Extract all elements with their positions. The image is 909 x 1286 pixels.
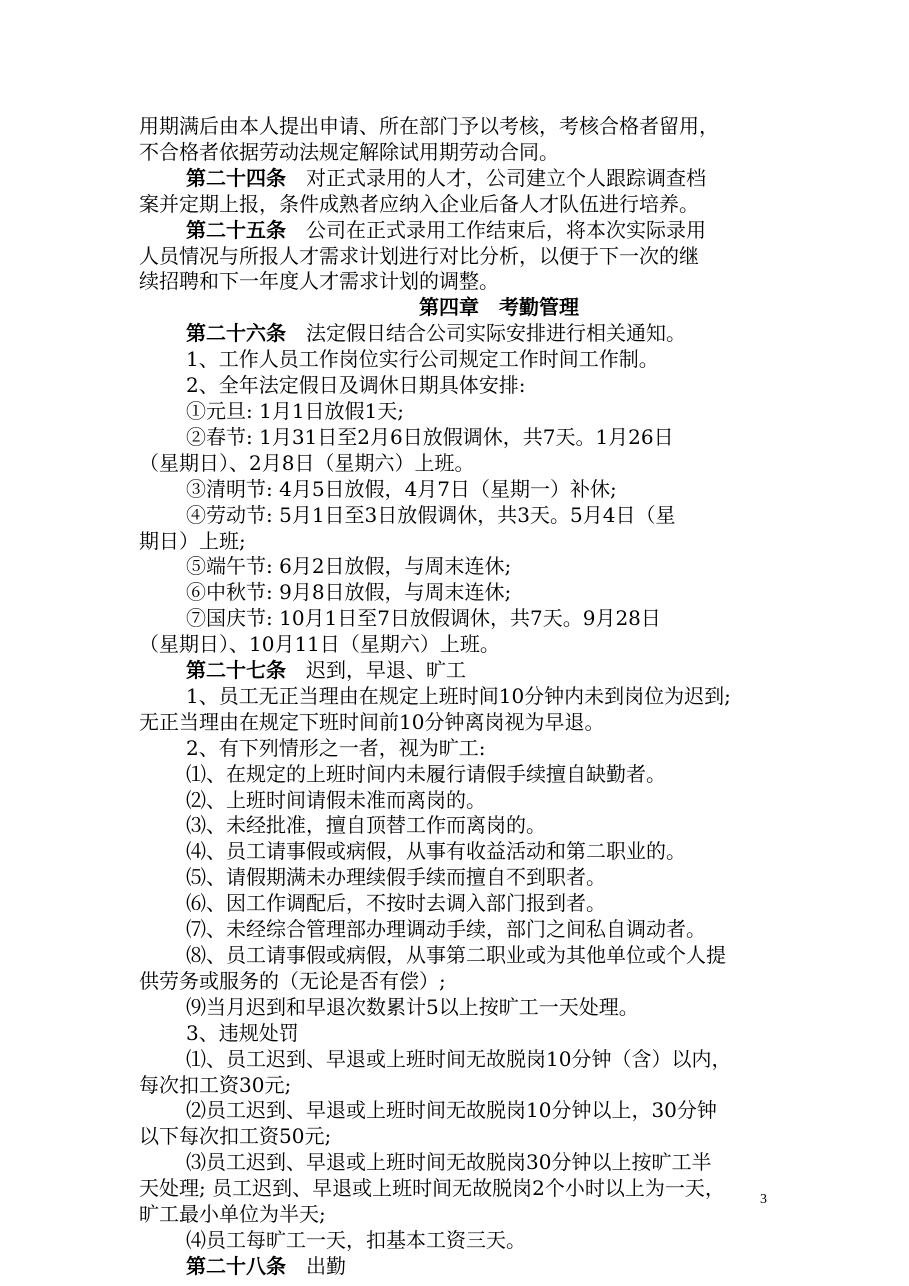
text-line: 2、有下列情形之一者，视为旷工: (186, 735, 486, 760)
text-line: ⑥中秋节: 9月8日放假，与周末连休; (186, 580, 512, 605)
article-line (139, 321, 799, 347)
text-line: ⑴、员工迟到、早退或上班时间无故脱岗10分钟（含）以内， (186, 1046, 732, 1071)
text-line: ⑷员工每旷工一天，扣基本工资三天。 (186, 1227, 526, 1252)
article-text: 对正式录用的人才，公司建立个人跟踪调查档 (306, 165, 706, 190)
text-line: ⑸、请假期满未办理续假手续而擅自不到职者。 (186, 865, 606, 890)
text-line: 案并定期上报，条件成熟者应纳入企业后备人才队伍进行培养。 (139, 191, 699, 216)
article-number: 第二十八条 (186, 1253, 286, 1278)
article-number: 第二十六条 (186, 321, 286, 346)
text-line: ②春节: 1月31日至2月6日放假调休，共7天。1月26日 (186, 424, 674, 449)
text-line: 期日）上班; (139, 528, 246, 553)
text-line: ⑵员工迟到、早退或上班时间无故脱岗10分钟以上，30分钟 (186, 1098, 717, 1123)
text-line: 无正当理由在规定下班时间前10分钟离岗视为早退。 (139, 709, 605, 734)
article-text: 法定假日结合公司实际安排进行相关通知。 (306, 321, 686, 346)
document-body (139, 114, 799, 1280)
text-line: ⑶员工迟到、早退或上班时间无故脱岗30分钟以上按旷工半 (186, 1150, 712, 1175)
text-line: （星期日）、2月8日（星期六）上班。 (139, 450, 475, 475)
text-line: 3、违规处罚 (186, 1020, 299, 1045)
text-line: ⑹、因工作调配后，不按时去调入部门报到者。 (186, 891, 606, 916)
article-gap (286, 658, 306, 682)
text-line: 不合格者依据劳动法规定解除试用期劳动合同。 (139, 139, 559, 164)
text-line: ⑤端午节: 6月2日放假，与周末连休; (186, 554, 512, 579)
article-gap (286, 166, 306, 190)
text-line: ⑻、员工请事假或病假，从事第二职业或为其他单位或个人提 (186, 943, 726, 967)
text-line: ⑺、未经综合管理部办理调动手续，部门之间私自调动者。 (186, 917, 706, 942)
text-line: ⑴、在规定的上班时间内未履行请假手续擅自缺勤者。 (186, 761, 666, 786)
text-line: 续招聘和下一年度人才需求计划的调整。 (139, 269, 499, 294)
text-line: 1、员工无正当理由在规定上班时间10分钟内未到岗位为迟到; (186, 683, 731, 708)
text-line: ⑷、员工请事假或病假，从事有收益活动和第二职业的。 (186, 839, 686, 864)
text-line: ⑵、上班时间请假未准而离岗的。 (186, 787, 486, 812)
article-text: 迟到，早退、旷工 (306, 658, 466, 683)
text-line: 供劳务或服务的（无论是否有偿）; (139, 968, 446, 993)
text-line: （星期日）、10月11日（星期六）上班。 (139, 632, 500, 657)
text-line: 人员情况与所报人才需求计划进行对比分析，以便于下一次的继 (139, 243, 699, 268)
text-line: ⑦国庆节: 10月1日至7日放假调休，共7天。9月28日 (186, 606, 661, 631)
article-line (139, 166, 799, 192)
article-line (139, 658, 799, 684)
article-gap (286, 218, 306, 242)
article-text: 出勤 (306, 1253, 346, 1278)
text-line: 1、工作人员工作岗位实行公司规定工作时间工作制。 (186, 347, 659, 372)
page-number: 3 (760, 1192, 767, 1207)
text-line: 天处理; 员工迟到、早退或上班时间无故脱岗2个小时以上为一天， (139, 1176, 725, 1201)
article-number: 第二十五条 (186, 217, 286, 242)
text-line: ③清明节: 4月5日放假，4月7日（星期一）补休; (186, 476, 617, 501)
text-line: ⑼当月迟到和早退次数累计5以上按旷工一天处理。 (186, 994, 639, 1019)
text-line: ⑶、未经批准，擅自顶替工作而离岗的。 (186, 813, 546, 838)
article-gap (286, 1254, 306, 1278)
text-line: ④劳动节: 5月1日至3日放假调休，共3天。5月4日（星 (186, 502, 676, 527)
text-line: 用期满后由本人提出申请、所在部门予以考核，考核合格者留用， (139, 114, 719, 138)
article-number: 第二十四条 (186, 165, 286, 190)
text-line: 旷工最小单位为半天; (139, 1202, 326, 1227)
text-line: 2、全年法定假日及调休日期具体安排: (186, 373, 526, 398)
chapter-heading: 第四章 考勤管理 (419, 295, 579, 320)
article-text: 公司在正式录用工作结束后，将本次实际录用 (306, 217, 706, 242)
text-line: ①元旦: 1月1日放假1天; (186, 398, 405, 423)
article-line (139, 1254, 799, 1280)
article-line (139, 218, 799, 244)
text-line: 每次扣工资30元; (139, 1072, 292, 1097)
text-line: 以下每次扣工资50元; (139, 1124, 332, 1149)
article-number: 第二十七条 (186, 658, 286, 683)
article-gap (286, 321, 306, 345)
